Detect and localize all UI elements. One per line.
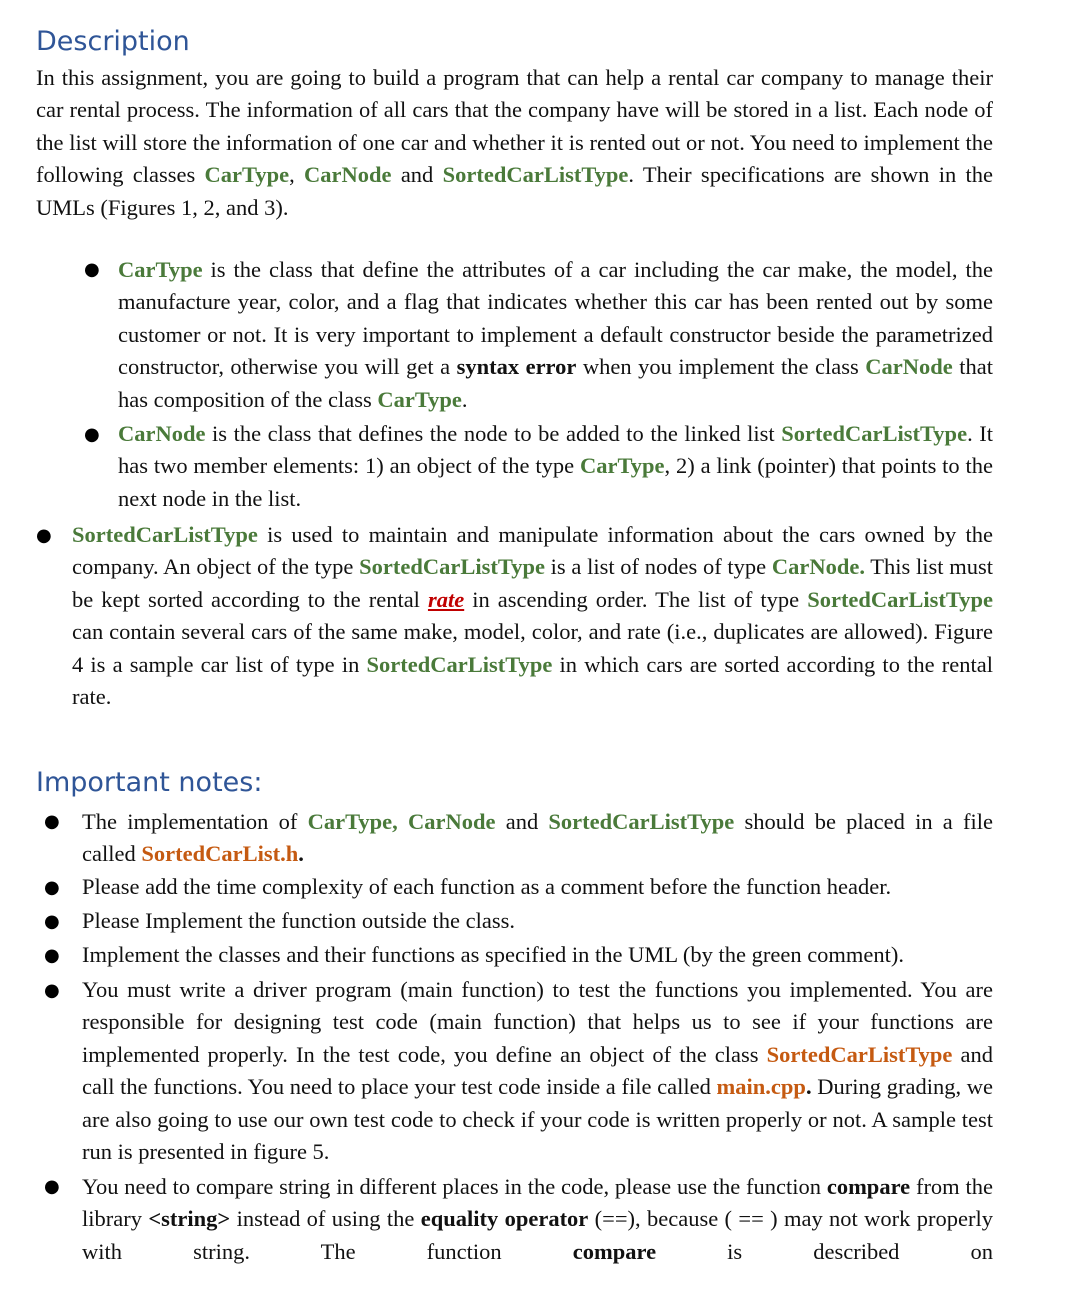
bullet-text: . It has two member elements: 1) an object of the type [118,421,993,479]
bullet-text: that has composition of the class [118,354,993,412]
bullet-point-icon: ● [44,945,60,966]
intro-paragraph [36,62,993,224]
note-implement-outside: Please Implement the function outside the class. [82,908,516,933]
bullet-text: is the class that defines the node to be added to the linked list [205,421,782,446]
compare-function-term: compare [572,1238,657,1264]
sortedcarlisttype-class-name: SortedCarListType [442,162,629,188]
bullet-text: is used to maintain and manipulate information about the cars owned by the company. An object of the type [72,522,993,580]
note-text: should be placed in a file called [82,809,993,867]
bullet-point-icon: ● [44,980,60,1001]
bullet-text: can contain several cars of the same make, model, color, and rate (i.e., duplicates are allowed). Figure 4 is a sample car list of type in [72,619,993,677]
bullet-text: when you implement the class [576,354,866,380]
sortedcarlisttype-bullet-paragraph [72,519,993,713]
bullet-text: . [461,386,468,412]
intro-separator: and [391,162,443,188]
intro-text: . Their specifications are shown in the UMLs (Figures 1, 2, and 3). [36,162,993,220]
carnode-bullet-paragraph [118,418,993,515]
note-text: During grading, we are also going to use our own test code to check if your code is written properly or not. A sample test run is presented in figure 5. [82,1074,993,1165]
note-uml-spec: Implement the classes and their functions as specified in the UML (by the green comment). [82,942,905,967]
note-text: from the library [82,1174,993,1232]
carnode-class-name: CarNode [304,162,392,188]
carnode-class-name: CarNode [118,421,206,446]
compare-function-term: compare [826,1174,911,1199]
sortedcarlisttype-class-name: SortedCarListType [548,809,735,834]
note-text: instead of using the [230,1206,421,1232]
bullet-text: This list must be kept sorted according to the rental [72,554,993,612]
intro-separator: , [289,162,305,188]
equality-operator-term: equality operator [420,1206,589,1232]
bullet-point-icon: ● [84,259,100,280]
sortedcarlisttype-class-name: SortedCarListType [807,586,994,612]
bullet-text: is the class that define the attributes of a car including the car make, the model, the manufacture year, color, and a flag that indicates whether this car has been rented out by some customer or not. It is very important to implement a default constructor beside the parametrized constructor, otherwise you will get a [118,257,993,380]
note-text: and call the functions. You need to place your test code inside a file called [82,1041,993,1100]
bullet-point-icon: ● [36,525,52,546]
syntax-error-term: syntax error [456,354,577,380]
bullet-point-icon: ● [44,911,60,932]
important-notes-heading: Important notes: [36,767,263,798]
note-driver-program [82,974,993,1168]
cartype-bullet-paragraph [118,254,993,416]
sortedcarlisttype-class-name: SortedCarListType [766,1041,953,1067]
rate-term: rate [427,586,465,612]
intro-text: In this assignment, you are going to build a program that can help a rental car company to manage their car rental process. The information of all cars that the company have will be stored in a list. Each node of the list will store the information of one car and whether it is rented out or not. You need to implement the following classes [36,65,993,188]
sortedcarlisttype-class-name: SortedCarListType [781,421,968,446]
note-string-compare [82,1171,993,1268]
note-implementation-file [82,806,993,871]
cartype-carnode-class-names: CarType, CarNode [307,809,496,834]
bullet-point-icon: ● [84,424,100,445]
bullet-text: in ascending order. The list of type [464,586,808,612]
carnode-class-name: CarNode [865,354,953,380]
note-period: . [298,841,304,867]
bullet-point-icon: ● [44,811,60,832]
note-text: is described on [656,1238,994,1264]
sortedcarlisttype-class-name: SortedCarListType [72,522,258,547]
note-text: You need to compare string in different places in the code, please use the function [82,1174,827,1199]
cartype-class-name: CarType [579,453,665,479]
cartype-class-name: CarType [118,257,203,282]
cartype-class-name: CarType [204,162,290,188]
carnode-class-name: CarNode. [771,554,865,580]
bullet-text: is a list of nodes of type [544,554,772,580]
bullet-text: in which cars are sorted according to the rental rate. [72,651,993,710]
main-file-name: main.cpp [716,1074,806,1100]
cartype-class-name: CarType [377,386,462,412]
bullet-point-icon: ● [44,877,60,898]
note-text: and [495,809,549,834]
note-text: The implementation of [82,809,308,834]
note-time-complexity: Please add the time complexity of each function as a comment before the function header. [82,874,892,899]
bullet-text: , 2) a link (pointer) that points to the next node in the list. [118,453,994,511]
note-period: . [805,1074,812,1100]
note-text: (==), because ( == ) may not work properly with string. The function [82,1206,993,1264]
bullet-point-icon: ● [44,1176,60,1197]
header-file-name: SortedCarList.h [141,841,299,867]
sortedcarlisttype-class-name: SortedCarListType [366,651,553,677]
note-text: You must write a driver program (main function) to test the functions you implemented. You are responsible for designing test code (main function) that helps us to see if your functions are implemented properly. In the test code, you define an object of the class [82,977,993,1067]
description-heading: Description [36,26,190,57]
sortedcarlisttype-class-name: SortedCarListType [359,554,545,580]
string-library-term: <string> [148,1206,231,1232]
